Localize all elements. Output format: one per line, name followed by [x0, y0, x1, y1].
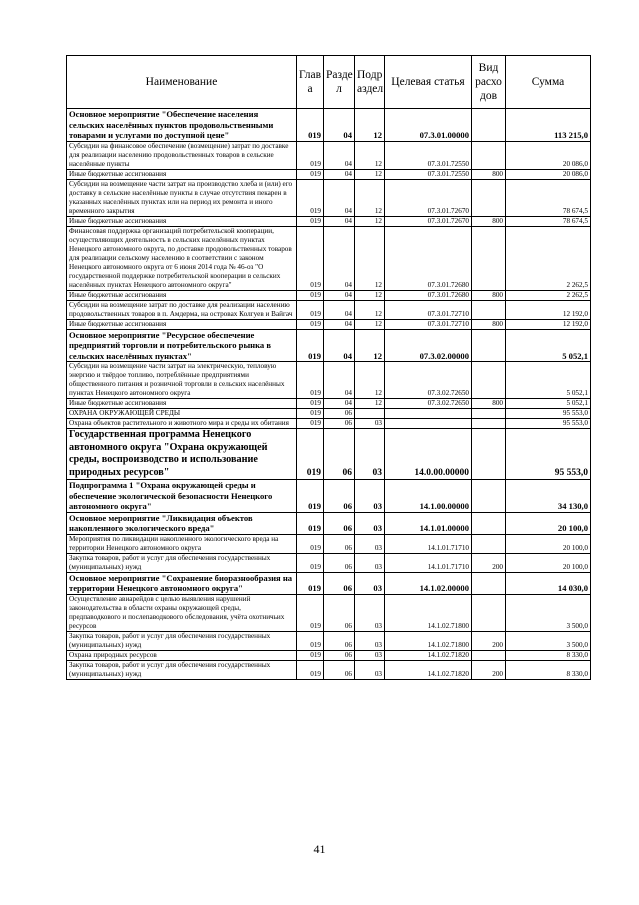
cell-target: 07.3.02.72650 [385, 362, 472, 399]
cell-vid: 200 [472, 631, 506, 650]
table-row [67, 429, 591, 480]
cell-vid: 800 [472, 399, 506, 409]
cell-sum: 113 215,0 [506, 109, 591, 142]
cell-name: Охрана природных ресурсов [67, 650, 297, 660]
cell-glava: 019 [297, 300, 324, 319]
cell-glava: 019 [297, 631, 324, 650]
table-row [67, 572, 591, 594]
table-row [67, 329, 591, 362]
cell-glava: 019 [297, 399, 324, 409]
cell-glava: 019 [297, 216, 324, 226]
cell-name: Подпрограмма 1 "Охрана окружающей среды и обеспечение экологической безопасности Ненецкого автономного округа" [67, 480, 297, 513]
cell-glava: 019 [297, 169, 324, 179]
cell-sum: 20 100,0 [506, 512, 591, 534]
cell-target [385, 419, 472, 429]
cell-name: Закупка товаров, работ и услуг для обеспечения государственных (муниципальных) нужд [67, 660, 297, 679]
cell-sum: 2 262,5 [506, 290, 591, 300]
cell-vid [472, 141, 506, 169]
cell-glava: 019 [297, 226, 324, 290]
table-row [67, 226, 591, 290]
cell-vid [472, 480, 506, 513]
cell-vid: 200 [472, 660, 506, 679]
page-number: 41 [313, 842, 326, 856]
cell-podrazdel [355, 409, 385, 419]
cell-vid: 200 [472, 553, 506, 572]
cell-razdel: 06 [324, 409, 355, 419]
table-row [67, 650, 591, 660]
cell-glava: 019 [297, 141, 324, 169]
cell-sum: 5 052,1 [506, 362, 591, 399]
cell-name: Субсидии на возмещение части затрат на электрическую, тепловую энергию и твёрдое топливо, потреблённые предприятиями общественного питания и розничной торговли в сельских населённых пунктах Ненецкого автономного округа [67, 362, 297, 399]
cell-name: Субсидии на возмещение части затрат на производство хлеба и (или) его доставку в сельские населённые пункты в случае отсутствия пекарен в указанных населённых пунктах или на период их ремонта и иного временного закрытия [67, 179, 297, 216]
cell-sum: 2 262,5 [506, 226, 591, 290]
cell-target: 07.3.01.72550 [385, 141, 472, 169]
header-podrazdel: Подр аздел [355, 56, 385, 109]
table-row [67, 169, 591, 179]
cell-razdel: 04 [324, 300, 355, 319]
table-row [67, 419, 591, 429]
cell-glava: 019 [297, 419, 324, 429]
cell-target: 14.1.02.71820 [385, 650, 472, 660]
cell-podrazdel: 12 [355, 169, 385, 179]
cell-podrazdel: 12 [355, 179, 385, 216]
cell-vid: 800 [472, 290, 506, 300]
cell-glava: 019 [297, 660, 324, 679]
cell-razdel: 06 [324, 480, 355, 513]
cell-target: 14.1.01.71710 [385, 534, 472, 553]
cell-name: Охрана объектов растительного и животного мира и среды их обитания [67, 419, 297, 429]
cell-vid [472, 409, 506, 419]
cell-vid [472, 419, 506, 429]
cell-target: 14.1.02.71820 [385, 660, 472, 679]
cell-sum: 95 553,0 [506, 419, 591, 429]
cell-razdel: 06 [324, 534, 355, 553]
cell-sum: 3 500,0 [506, 631, 591, 650]
cell-sum: 5 052,1 [506, 329, 591, 362]
cell-razdel: 04 [324, 179, 355, 216]
cell-glava: 019 [297, 429, 324, 480]
cell-name: Иные бюджетные ассигнования [67, 290, 297, 300]
cell-sum: 14 030,0 [506, 572, 591, 594]
cell-razdel: 06 [324, 572, 355, 594]
cell-name: Мероприятия по ликвидации накопленного экологического вреда на территории Ненецкого автономного округа [67, 534, 297, 553]
cell-name: Основное мероприятие "Сохранение биоразнообразия на территории Ненецкого автономного округа" [67, 572, 297, 594]
cell-name: Иные бюджетные ассигнования [67, 399, 297, 409]
cell-podrazdel: 03 [355, 650, 385, 660]
cell-podrazdel: 03 [355, 553, 385, 572]
cell-name: Основное мероприятие "Ресурсное обеспечение предприятий торговли и потребительского рынка в сельских населённых пунктах" [67, 329, 297, 362]
cell-sum: 20 100,0 [506, 553, 591, 572]
cell-razdel: 06 [324, 512, 355, 534]
cell-podrazdel: 03 [355, 660, 385, 679]
table-row [67, 141, 591, 169]
cell-sum: 8 330,0 [506, 650, 591, 660]
cell-target: 14.1.00.00000 [385, 480, 472, 513]
header-name: Наименование [67, 56, 297, 109]
cell-razdel: 04 [324, 216, 355, 226]
cell-razdel: 06 [324, 660, 355, 679]
cell-target: 14.0.00.00000 [385, 429, 472, 480]
header-vid: Вид расхо дов [472, 56, 506, 109]
cell-vid [472, 226, 506, 290]
budget-table [66, 55, 591, 680]
cell-vid [472, 109, 506, 142]
cell-razdel: 04 [324, 169, 355, 179]
cell-podrazdel: 12 [355, 216, 385, 226]
cell-name: Субсидии на возмещение затрат по доставке для реализации населению продовольственных товаров в п. Амдерма, на островах Колгуев и Вайгач [67, 300, 297, 319]
cell-razdel: 06 [324, 429, 355, 480]
cell-vid [472, 594, 506, 631]
cell-podrazdel: 03 [355, 480, 385, 513]
cell-sum: 20 086,0 [506, 141, 591, 169]
cell-target: 07.3.01.00000 [385, 109, 472, 142]
cell-glava: 019 [297, 109, 324, 142]
cell-podrazdel: 12 [355, 290, 385, 300]
table-row [67, 594, 591, 631]
cell-name: Основное мероприятие "Ликвидация объектов накопленного экологического вреда" [67, 512, 297, 534]
header-sum: Сумма [506, 56, 591, 109]
table-row [67, 216, 591, 226]
cell-vid: 800 [472, 319, 506, 329]
cell-glava: 019 [297, 553, 324, 572]
table-row [67, 179, 591, 216]
cell-vid [472, 329, 506, 362]
cell-sum: 3 500,0 [506, 594, 591, 631]
table-row [67, 480, 591, 513]
table-row [67, 362, 591, 399]
cell-vid [472, 650, 506, 660]
cell-razdel: 04 [324, 399, 355, 409]
cell-podrazdel: 03 [355, 572, 385, 594]
cell-name: Закупка товаров, работ и услуг для обеспечения государственных (муниципальных) нужд [67, 553, 297, 572]
cell-target: 14.1.01.00000 [385, 512, 472, 534]
cell-razdel: 04 [324, 109, 355, 142]
cell-target: 14.1.02.00000 [385, 572, 472, 594]
cell-target: 14.1.01.71710 [385, 553, 472, 572]
cell-razdel: 04 [324, 319, 355, 329]
cell-razdel: 04 [324, 226, 355, 290]
cell-podrazdel: 12 [355, 319, 385, 329]
header-row [67, 56, 591, 109]
cell-glava: 019 [297, 409, 324, 419]
cell-sum: 20 086,0 [506, 169, 591, 179]
cell-vid [472, 179, 506, 216]
cell-vid [472, 429, 506, 480]
cell-glava: 019 [297, 650, 324, 660]
cell-vid: 800 [472, 169, 506, 179]
cell-sum: 34 130,0 [506, 480, 591, 513]
cell-vid: 800 [472, 216, 506, 226]
cell-sum: 78 674,5 [506, 179, 591, 216]
cell-podrazdel: 12 [355, 300, 385, 319]
cell-glava: 019 [297, 319, 324, 329]
cell-podrazdel: 12 [355, 329, 385, 362]
cell-podrazdel: 12 [355, 141, 385, 169]
cell-name: Иные бюджетные ассигнования [67, 169, 297, 179]
cell-razdel: 06 [324, 594, 355, 631]
cell-target: 07.3.02.00000 [385, 329, 472, 362]
cell-sum: 95 553,0 [506, 429, 591, 480]
cell-sum: 12 192,0 [506, 319, 591, 329]
cell-sum: 78 674,5 [506, 216, 591, 226]
cell-razdel: 04 [324, 329, 355, 362]
cell-podrazdel: 03 [355, 534, 385, 553]
cell-vid [472, 534, 506, 553]
cell-name: ОХРАНА ОКРУЖАЮЩЕЙ СРЕДЫ [67, 409, 297, 419]
cell-podrazdel: 12 [355, 109, 385, 142]
cell-podrazdel: 03 [355, 512, 385, 534]
header-razdel: Разде л [324, 56, 355, 109]
cell-podrazdel: 12 [355, 362, 385, 399]
cell-name: Осуществление авиарейдов с целью выявления нарушений законодательства в области охраны окружающей среды, предпаводкового и послепаводкового обследования, учёта охотничьих ресурсов [67, 594, 297, 631]
cell-target: 14.1.02.71800 [385, 594, 472, 631]
cell-target: 07.3.01.72680 [385, 290, 472, 300]
cell-razdel: 04 [324, 362, 355, 399]
table-row [67, 319, 591, 329]
table-row [67, 553, 591, 572]
cell-target: 07.3.01.72710 [385, 300, 472, 319]
cell-razdel: 04 [324, 290, 355, 300]
cell-target: 07.3.01.72670 [385, 179, 472, 216]
cell-vid [472, 512, 506, 534]
cell-podrazdel: 12 [355, 399, 385, 409]
cell-glava: 019 [297, 572, 324, 594]
cell-vid [472, 300, 506, 319]
cell-target: 07.3.01.72550 [385, 169, 472, 179]
table-row [67, 300, 591, 319]
cell-glava: 019 [297, 534, 324, 553]
table-row [67, 109, 591, 142]
cell-target: 14.1.02.71800 [385, 631, 472, 650]
cell-razdel: 06 [324, 553, 355, 572]
cell-razdel: 06 [324, 650, 355, 660]
cell-name: Финансовая поддержка организаций потребительской кооперации, осуществляющих деятельность в сельских населённых пунктах Ненецкого автономного округа, по доставке продовольственных товаров для реализации сельскому населению в соответствии с законом Ненецкого автономного округа от 6 июня 2014 года № 46-оз "О государственной поддержке потребительской кооперации в сельских населённых пунктах Ненецкого автономного округа" [67, 226, 297, 290]
cell-name: Закупка товаров, работ и услуг для обеспечения государственных (муниципальных) нужд [67, 631, 297, 650]
cell-target: 07.3.01.72680 [385, 226, 472, 290]
cell-name: Основное мероприятие "Обеспечение населения сельских населённых пунктов продовольственными товарами и услугами по доступной цене" [67, 109, 297, 142]
cell-podrazdel: 03 [355, 419, 385, 429]
cell-glava: 019 [297, 594, 324, 631]
cell-name: Государственная программа Ненецкого автономного округа "Охрана окружающей среды, воспроизводство и использование природных ресурсов" [67, 429, 297, 480]
cell-razdel: 06 [324, 419, 355, 429]
cell-sum: 5 052,1 [506, 399, 591, 409]
cell-glava: 019 [297, 362, 324, 399]
cell-sum: 95 553,0 [506, 409, 591, 419]
table-row [67, 534, 591, 553]
cell-glava: 019 [297, 480, 324, 513]
table-row [67, 409, 591, 419]
cell-razdel: 04 [324, 141, 355, 169]
cell-podrazdel: 03 [355, 429, 385, 480]
cell-glava: 019 [297, 290, 324, 300]
cell-name: Субсидии на финансовое обеспечение (возмещение) затрат по доставке для реализации населению продовольственных товаров в сельские населённые пункты [67, 141, 297, 169]
cell-glava: 019 [297, 179, 324, 216]
cell-glava: 019 [297, 329, 324, 362]
table-row [67, 512, 591, 534]
cell-podrazdel: 03 [355, 631, 385, 650]
table-row [67, 631, 591, 650]
cell-sum: 8 330,0 [506, 660, 591, 679]
table-row [67, 399, 591, 409]
header-glava: Глав а [297, 56, 324, 109]
cell-target: 07.3.02.72650 [385, 399, 472, 409]
cell-sum: 12 192,0 [506, 300, 591, 319]
table-row [67, 290, 591, 300]
cell-name: Иные бюджетные ассигнования [67, 216, 297, 226]
cell-razdel: 06 [324, 631, 355, 650]
cell-vid [472, 362, 506, 399]
cell-podrazdel: 12 [355, 226, 385, 290]
cell-vid [472, 572, 506, 594]
cell-target: 07.3.01.72710 [385, 319, 472, 329]
header-target: Целевая статья [385, 56, 472, 109]
cell-target [385, 409, 472, 419]
cell-target: 07.3.01.72670 [385, 216, 472, 226]
table-row [67, 660, 591, 679]
cell-sum: 20 100,0 [506, 534, 591, 553]
cell-podrazdel: 03 [355, 594, 385, 631]
cell-glava: 019 [297, 512, 324, 534]
cell-name: Иные бюджетные ассигнования [67, 319, 297, 329]
